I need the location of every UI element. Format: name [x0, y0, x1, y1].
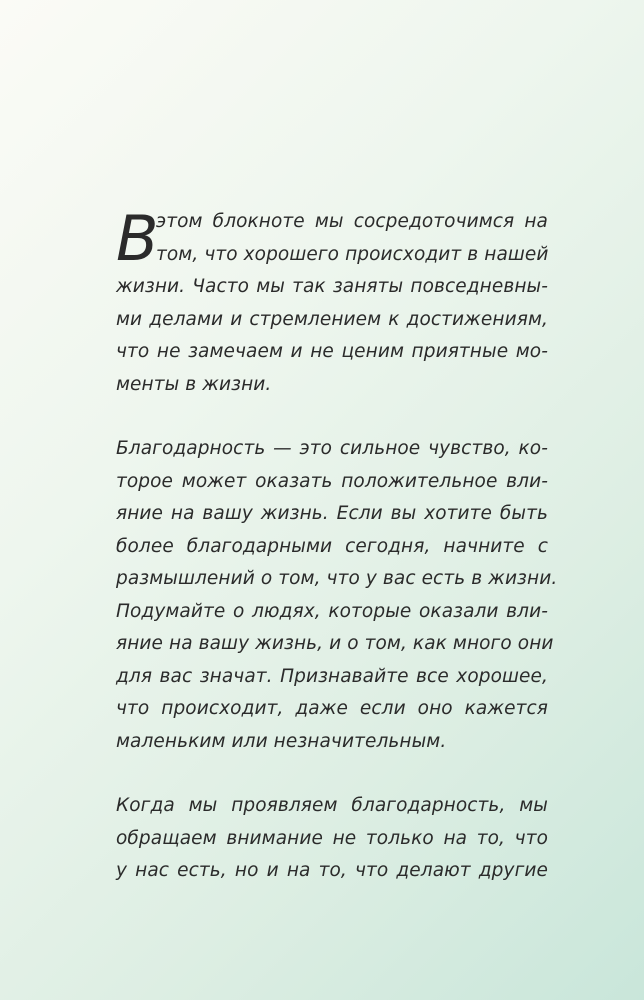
text-line: яние на вашу жизнь, и о том, как много они	[116, 633, 554, 654]
paragraph-2	[116, 433, 558, 758]
text-line: этом блокноте мы сосредоточимся на	[156, 211, 548, 232]
text-line: Благодарность — это сильное чувство, ко-	[116, 438, 548, 459]
text-line: жизни. Часто мы так заняты повседневны-	[116, 276, 548, 297]
text-line: что не замечаем и не ценим приятные мо-	[116, 341, 548, 362]
text-line: маленьким или незначительным.	[116, 730, 447, 752]
text-line: у нас есть, но и на то, что делают другие	[116, 860, 548, 881]
text-line: что происходит, даже если оно кажется	[116, 698, 548, 719]
text-line: для вас значат. Признавайте все хорошее,	[116, 665, 548, 687]
text-line: яние на вашу жизнь. Если вы хотите быть	[116, 503, 548, 524]
paragraph-1	[116, 202, 549, 401]
drop-cap: В	[116, 202, 159, 275]
body-text	[116, 202, 558, 888]
text-line: Подумайте о людях, которые оказали вли-	[116, 600, 548, 622]
text-line: Когда мы проявляем благодарность, мы	[116, 795, 548, 816]
text-line: ми делами и стремлением к достижениям,	[116, 308, 548, 330]
text-line: обращаем внимание не только на то, что	[116, 827, 548, 849]
text-line: более благодарными сегодня, начните с	[116, 535, 548, 557]
paragraph-3	[116, 790, 548, 888]
text-line: размышлений о том, что у вас есть в жизни.	[116, 568, 558, 589]
text-line: торое может оказать положительное вли-	[116, 470, 548, 492]
text-line: том, что хорошего происходит в нашей	[156, 243, 549, 265]
text-line: менты в жизни.	[116, 373, 272, 395]
